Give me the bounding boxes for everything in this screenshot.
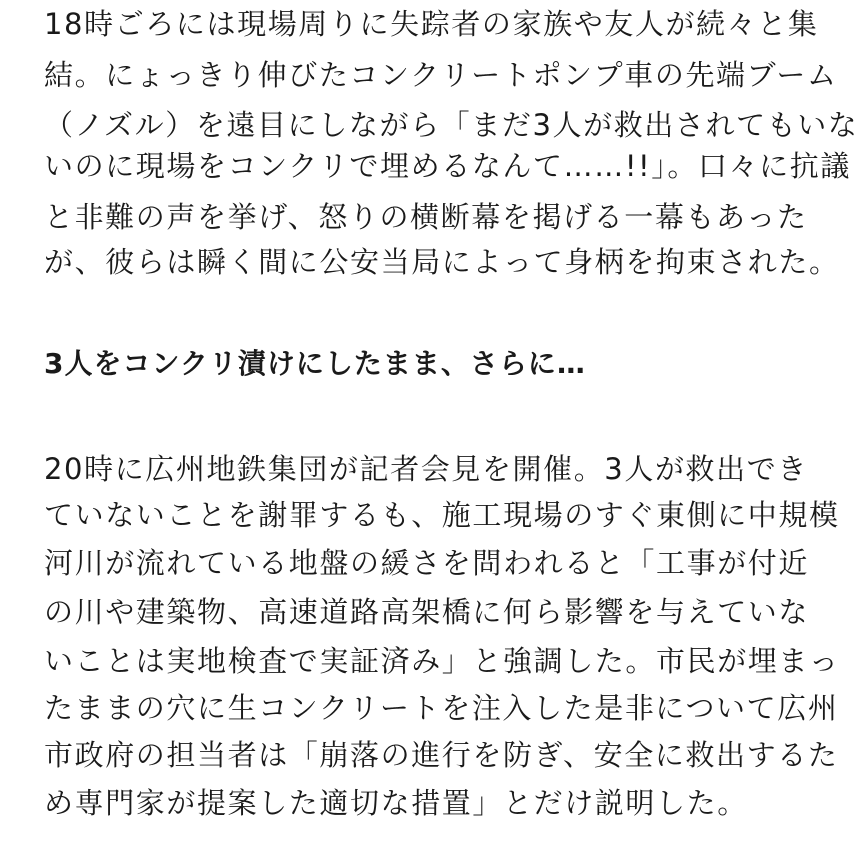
paragraph-line: 市政府の担当者は「崩落の進行を防ぎ、安全に救出するた xyxy=(44,738,839,772)
section-heading: 3人をコンクリ漬けにしたまま、さらに… xyxy=(44,347,586,380)
paragraph-line: いことは実地検査で実証済み」と強調した。市民が埋まっ xyxy=(44,644,840,678)
paragraph-line: が、彼らは瞬く間に公安当局によって身柄を拘束された。 xyxy=(44,245,840,279)
paragraph-line: 河川が流れている地盤の緩さを問われると「工事が付近 xyxy=(44,546,810,580)
paragraph-line: （ノズル）を遠目にしながら「まだ3人が救出されてもいな xyxy=(44,108,859,142)
paragraph-line: いのに現場をコンクリで埋めるなんて……!!」。口々に抗議 xyxy=(44,149,851,183)
paragraph-line: の川や建築物、高速道路高架橋に何ら影響を与えていな xyxy=(44,595,810,629)
paragraph-line: たままの穴に生コンクリートを注入した是非について広州 xyxy=(44,691,839,725)
paragraph-line: 結。にょっきり伸びたコンクリートポンプ車の先端ブーム xyxy=(44,58,838,92)
paragraph-line: ていないことを謝罪するも、施工現場のすぐ東側に中規模 xyxy=(44,498,840,532)
paragraph-line: め専門家が提案した適切な措置」とだけ説明した。 xyxy=(44,786,748,820)
paragraph-line: と非難の声を挙げ、怒りの横断幕を掲げる一幕もあった xyxy=(44,200,808,234)
paragraph-line: 18時ごろには現場周りに失踪者の家族や友人が続々と集 xyxy=(44,7,819,41)
paragraph-line: 20時に広州地鉄集団が記者会見を開催。3人が救出でき xyxy=(44,452,808,486)
